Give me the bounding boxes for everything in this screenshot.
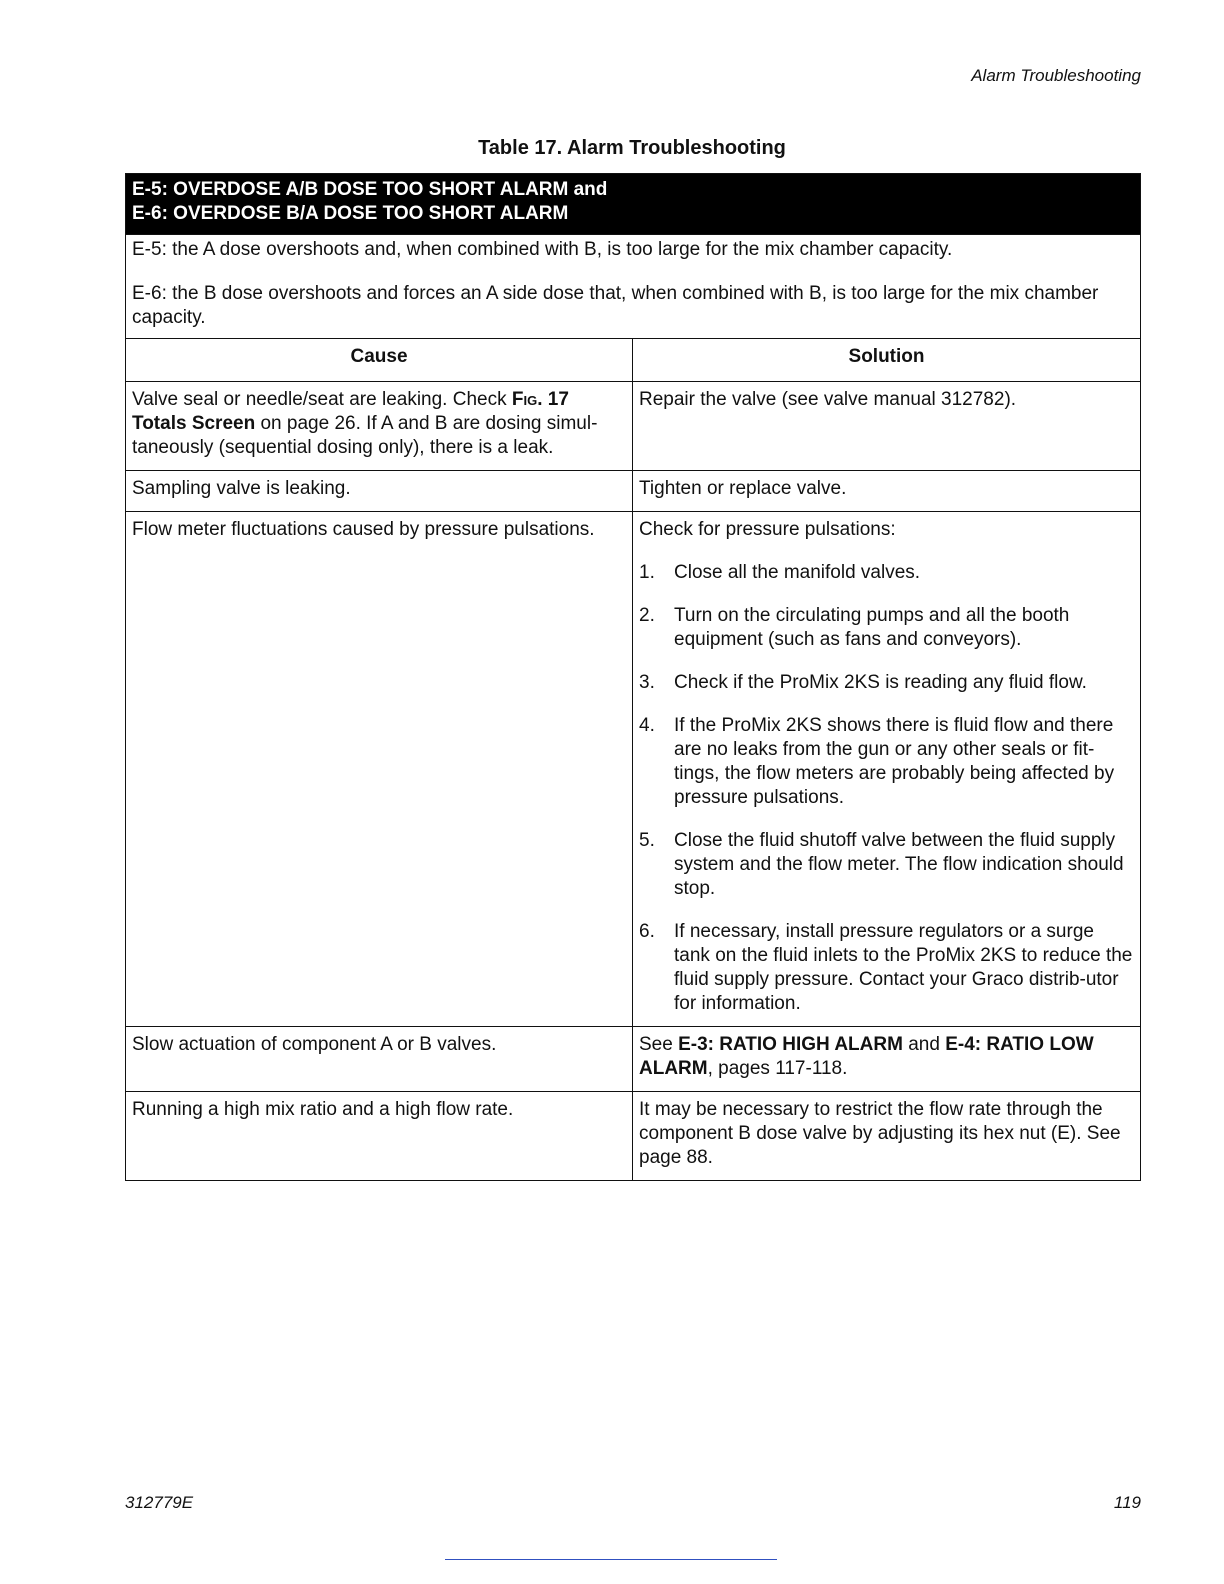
alarm-reference-ratio-low: E-4: RATIO LOW ALARM <box>639 1034 1094 1079</box>
solution-steps <box>639 561 1134 1016</box>
cause-cell: Flow meter fluctuations caused by pressure pulsations. <box>126 512 633 1027</box>
table-row <box>126 1027 1141 1092</box>
step-number: 6. <box>639 921 655 942</box>
solution-intro: Check for pressure pulsations: <box>639 519 896 540</box>
solution-cell: Tighten or replace valve. <box>633 471 1141 512</box>
table-row <box>126 1092 1141 1181</box>
running-header: Alarm Troubleshooting <box>971 66 1141 85</box>
step-text: If the ProMix 2KS shows there is fluid flow and there are no leaks from the gun or any other seals or fit-tings, the flow meters are probably being affected by pressure pulsations. <box>674 715 1115 808</box>
cause-text-continued: on page 26. If A and B are dosing simul-taneously (sequential dosing only), there is a leak. <box>132 413 598 458</box>
list-item <box>639 604 1134 652</box>
alarm-title <box>126 174 1141 235</box>
page-number: 119 <box>1113 1493 1141 1512</box>
step-number: 5. <box>639 830 655 851</box>
cause-cell: Slow actuation of component A or B valves. <box>126 1027 633 1092</box>
troubleshooting-table <box>125 173 1141 1181</box>
step-number: 1. <box>639 562 655 583</box>
figure-reference: Fig. 17 Totals Screen <box>132 389 569 434</box>
table-row <box>126 471 1141 512</box>
alarm-reference-ratio-high: E-3: RATIO HIGH ALARM <box>678 1034 903 1055</box>
cause-cell <box>126 382 633 471</box>
cause-cell: Running a high mix ratio and a high flow rate. <box>126 1092 633 1181</box>
step-number: 2. <box>639 605 655 626</box>
column-header-row <box>126 339 1141 382</box>
alarm-title-line-2: E-6: OVERDOSE B/A DOSE TOO SHORT ALARM <box>132 203 569 224</box>
step-number: 3. <box>639 672 655 693</box>
list-item <box>639 714 1134 810</box>
step-text: Check if the ProMix 2KS is reading any fluid flow. <box>674 672 1087 693</box>
solution-cell: It may be necessary to restrict the flow rate through the component B dose valve by adjusting its hex nut (E). See page 88. <box>633 1092 1141 1181</box>
column-header-solution: Solution <box>633 339 1141 382</box>
document-number: 312779E <box>125 1493 194 1512</box>
alarm-header-row <box>126 174 1141 235</box>
bottom-rule <box>445 1559 777 1560</box>
step-text: Close all the manifold valves. <box>674 562 921 583</box>
alarm-description <box>126 235 1141 339</box>
alarm-title-line-1: E-5: OVERDOSE A/B DOSE TOO SHORT ALARM and <box>132 179 608 200</box>
figure-title: Totals Screen <box>132 413 256 434</box>
table-title: Table 17. Alarm Troubleshooting <box>478 137 786 159</box>
step-number: 4. <box>639 715 655 736</box>
table-row <box>126 382 1141 471</box>
list-item <box>639 561 1134 585</box>
column-header-cause: Cause <box>126 339 633 382</box>
solution-cell <box>633 512 1141 1027</box>
alarm-description-e6: E-6: the B dose overshoots and forces an A side dose that, when combined with B, is too large for the mix chamber capacity. <box>132 283 1099 328</box>
step-text: Close the fluid shutoff valve between the fluid supply system and the flow meter. The flow indication should stop. <box>674 830 1124 899</box>
alarm-description-row <box>126 235 1141 339</box>
step-text: If necessary, install pressure regulators or a surge tank on the fluid inlets to the ProMix 2KS to reduce the fluid supply pressure. Contact your Graco distrib-utor for information. <box>674 921 1133 1014</box>
table-row <box>126 512 1141 1027</box>
list-item <box>639 671 1134 695</box>
list-item <box>639 829 1134 901</box>
list-item <box>639 920 1134 1016</box>
cause-text: Valve seal or needle/seat are leaking. Check <box>132 389 512 410</box>
step-text: Turn on the circulating pumps and all the booth equipment (such as fans and conveyors). <box>674 605 1070 650</box>
solution-cell: Repair the valve (see valve manual 312782). <box>633 382 1141 471</box>
solution-cell: See E-3: RATIO HIGH ALARM and E-4: RATIO LOW ALARM, pages 117-118. <box>633 1027 1141 1092</box>
alarm-description-e5: E-5: the A dose overshoots and, when combined with B, is too large for the mix chamber capacity. <box>132 239 953 260</box>
cause-cell: Sampling valve is leaking. <box>126 471 633 512</box>
